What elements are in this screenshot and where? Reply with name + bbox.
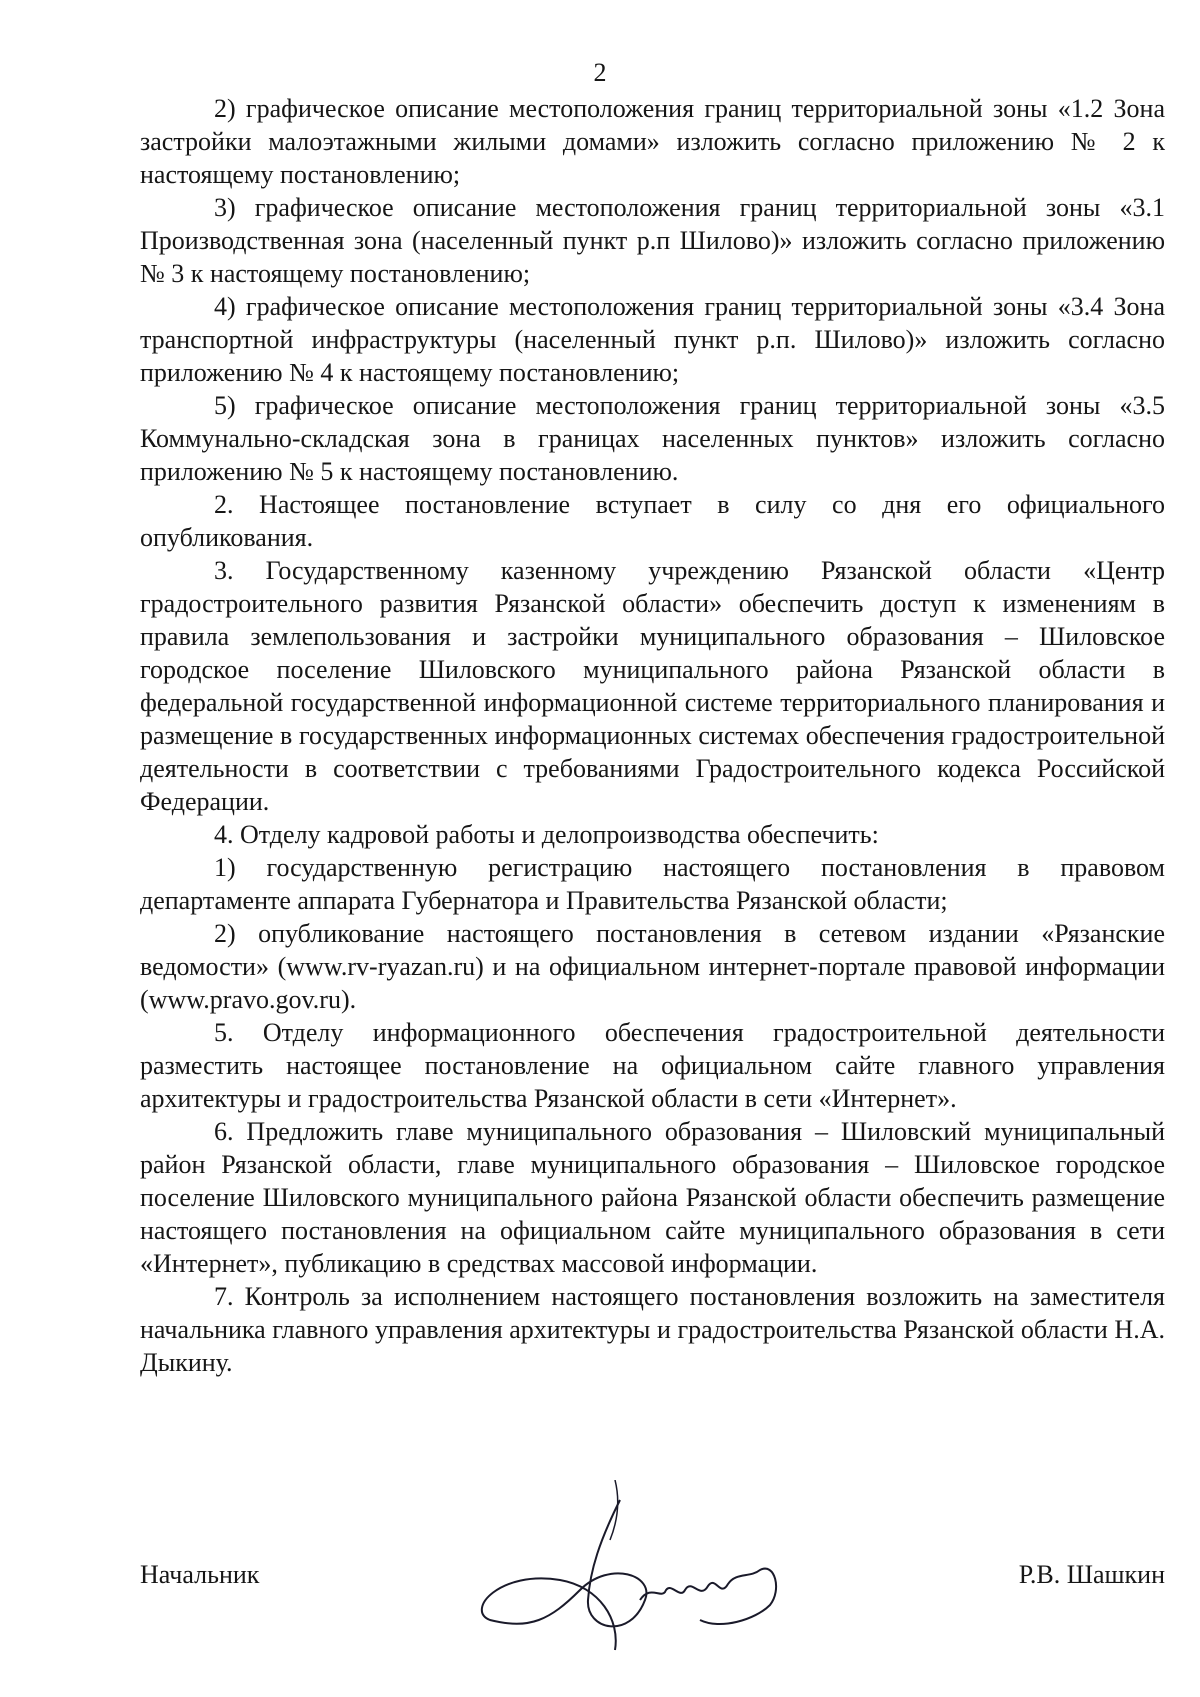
- paragraph-item-4: 4) графическое описание местоположения границ территориальной зоны «3.4 Зона транспортной инфраструктуры (населенный пункт р.п. Шилово)» изложить согласно приложению № 4 к настоящему постановлению;: [140, 292, 1165, 387]
- page-number: 2: [593, 58, 607, 87]
- paragraph-5: 5. Отделу информационного обеспечения градостроительной деятельности разместить настоящее постановление на официальном сайте главного управления архитектуры и градостроительства Рязанской области в сети «Интернет».: [140, 1018, 1165, 1113]
- paragraph-item-3: 3) графическое описание местоположения границ территориальной зоны «3.1 Производственная зона (населенный пункт р.п Шилово)» изложить согласно приложению № 3 к настоящему постановлению;: [140, 193, 1165, 288]
- signatory-name: Р.В. Шашкин: [1018, 1560, 1165, 1589]
- paragraph-item-2: 2) графическое описание местоположения границ территориальной зоны «1.2 Зона застройки малоэтажными жилыми домами» изложить согласно приложению № 2 к настоящему постановлению;: [140, 94, 1165, 189]
- document-body: [140, 92, 1165, 1379]
- paragraph-4-item-1: 1) государственную регистрацию настоящего постановления в правовом департаменте аппарата Губернатора и Правительства Рязанской области;: [140, 853, 1165, 915]
- paragraph-2: 2. Настоящее постановление вступает в силу со дня его официального опубликования.: [140, 490, 1165, 552]
- paragraph-3: 3. Государственному казенному учреждению Рязанской области «Центр градостроительного развития Рязанской области» обеспечить доступ к изменениям в правила землепользования и застройки муниципального образования – Шиловское городское поселение Шиловского муниципального района Рязанской области в федеральной государственной информационной системе территориального планирования и размещение в государственных информационных системах обеспечения градостроительной деятельности в соответствии с требованиями Градостроительного кодекса Российской Федерации.: [140, 556, 1165, 816]
- paragraph-6: 6. Предложить главе муниципального образования – Шиловский муниципальный район Рязанской области, главе муниципального образования – Шиловское городское поселение Шиловского муниципального района Рязанской области обеспечить размещение настоящего постановления на официальном сайте муниципального образования в сети «Интернет», публикацию в средствах массовой информации.: [140, 1117, 1165, 1278]
- paragraph-item-5: 5) графическое описание местоположения границ территориальной зоны «3.5 Коммунально-складская зона в границах населенных пунктов» изложить согласно приложению № 5 к настоящему постановлению.: [140, 391, 1165, 486]
- paragraph-7: 7. Контроль за исполнением настоящего постановления возложить на заместителя начальника главного управления архитектуры и градостроительства Рязанской области Н.А. Дыкину.: [140, 1282, 1165, 1377]
- signatory-title: Начальник: [140, 1560, 260, 1589]
- paragraph-4: 4. Отделу кадровой работы и делопроизводства обеспечить:: [214, 820, 879, 849]
- paragraph-4-item-2: 2) опубликование настоящего постановления в сетевом издании «Рязанские ведомости» (www.rv-ryazan.ru) и на официальном интернет-портале правовой информации (www.pravo.gov.ru).: [140, 919, 1165, 1014]
- signature-block: [140, 1545, 1165, 1605]
